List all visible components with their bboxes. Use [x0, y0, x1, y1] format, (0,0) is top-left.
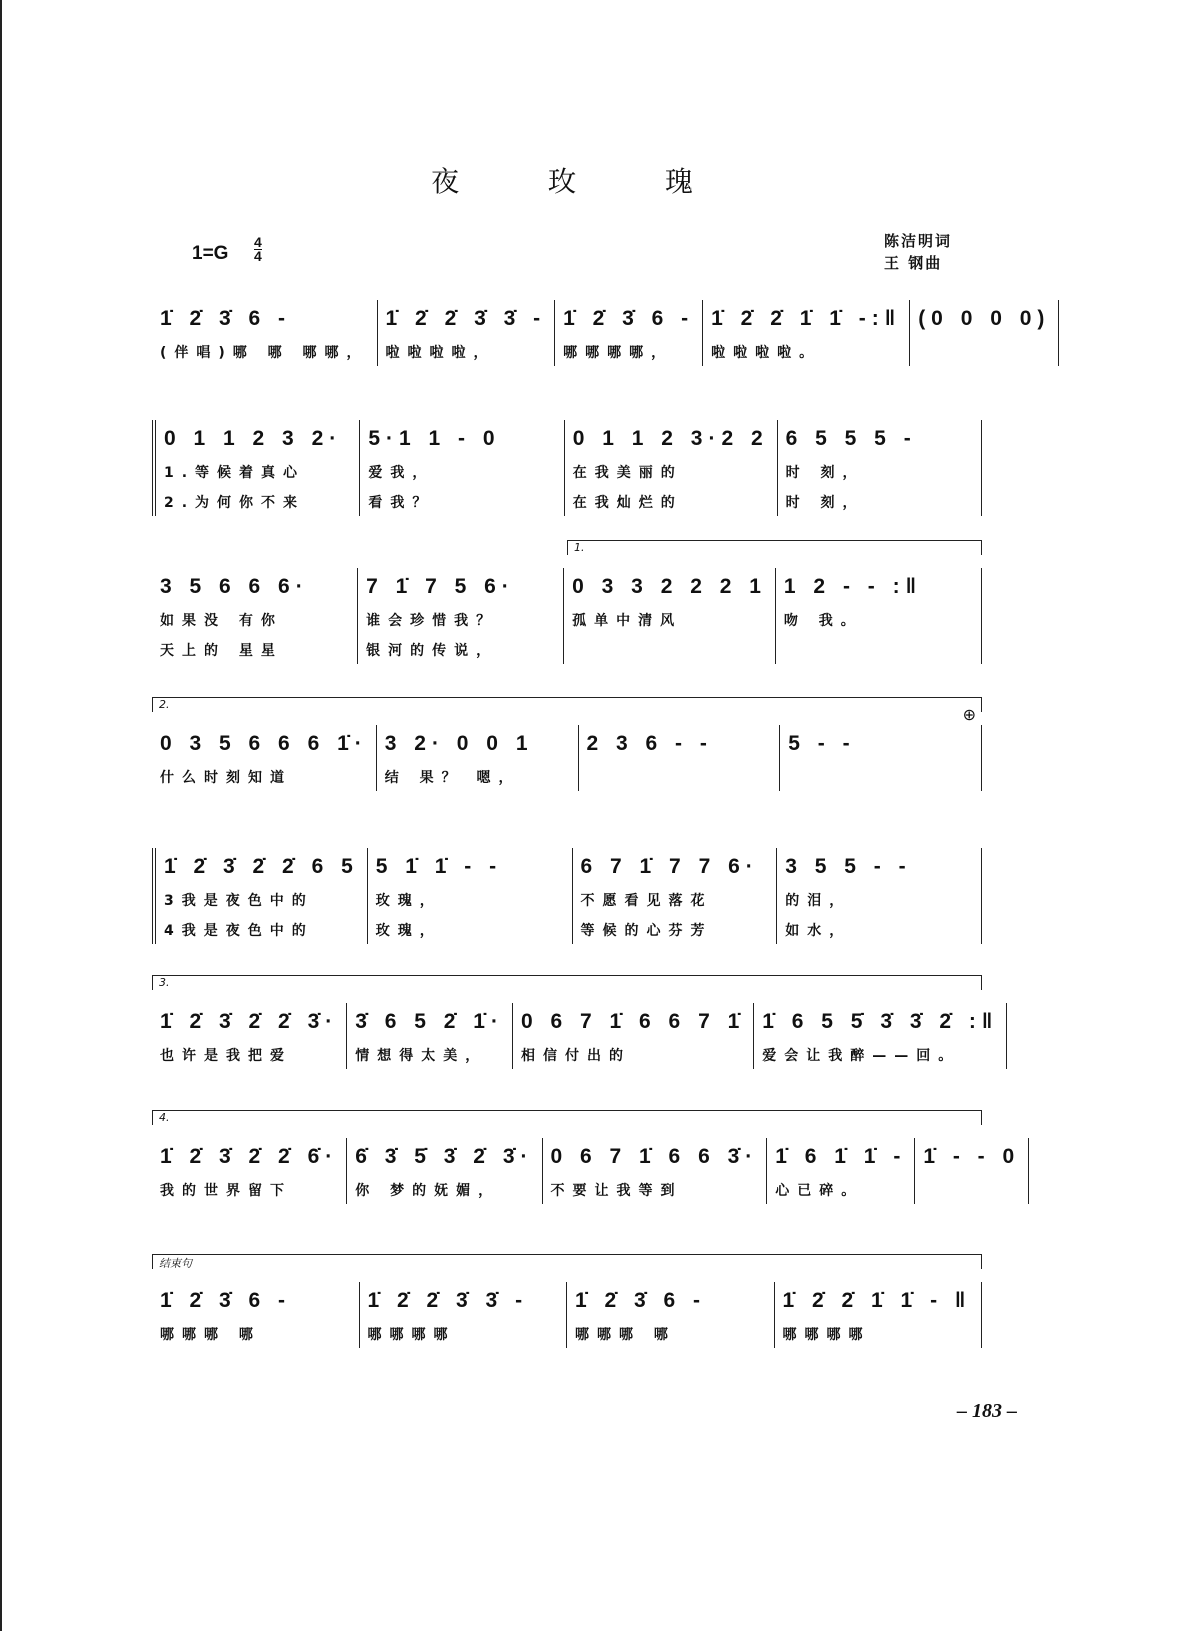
measure-notes: 1̇ 2̇ 3̇ 6 - [563, 307, 695, 330]
measure-notes: 0 1 1 2 3·2 2 [572, 427, 769, 450]
lyric-line: 啦啦啦啦。 [711, 345, 822, 361]
lyric-line: 如水， [785, 923, 852, 939]
measure-notes: 0 1 1 2 3 2· [164, 427, 343, 450]
volta-bracket: 3. [152, 975, 982, 990]
song-title: 夜 玫 瑰 [431, 165, 733, 198]
lyric-line [587, 765, 772, 791]
lyric-line [918, 340, 1050, 366]
measure [152, 1003, 347, 1069]
lyric-line: 玫瑰， [375, 893, 442, 909]
time-signature [254, 236, 262, 263]
measure [703, 300, 910, 366]
lyric-line: 3我是夜色中的 [164, 893, 314, 909]
measure [152, 848, 368, 944]
lyric-line: 相信付出的 [520, 1048, 631, 1064]
measure [767, 1138, 915, 1204]
lyric-line: 如果没 有你 [160, 613, 283, 629]
measure [360, 1282, 568, 1348]
measure-notes: 1̇ 6 1̇ 1̇ - [775, 1145, 907, 1168]
volta-bracket: 结束句 [152, 1254, 982, 1269]
measure-group [152, 725, 982, 791]
measure [368, 848, 573, 944]
lyric-line: 时 刻， [785, 495, 865, 511]
lyric-line: 看我？ [368, 495, 435, 511]
measure-notes: 3 2· 0 0 1 [384, 732, 534, 755]
volta-bracket: 4. [152, 1110, 982, 1125]
lyric-line: 哪哪哪 哪 [160, 1327, 261, 1343]
measure-notes: 6 5 5 5 - [785, 427, 917, 450]
measure-notes: 1̇ 2̇ 3̇ 6 - [160, 1289, 292, 1312]
measure-notes: 1̇ 6 5 5̇ 3̇ 3̇ 2̇ :‖ [762, 1010, 999, 1033]
measure [152, 725, 377, 791]
measure-notes: 1̇ 2̇ 2̇ 3̇ 3̇ - [367, 1289, 529, 1312]
lyric-line: 爱我， [368, 465, 435, 481]
score-line [152, 300, 1051, 410]
measure-notes: 7 1̇ 7 5 6· [366, 575, 515, 598]
measure [152, 300, 378, 366]
measure [565, 420, 778, 516]
lyric-line: 心已碎。 [775, 1183, 864, 1199]
lyric-line: 在我美丽的 [572, 465, 683, 481]
measure-notes: 5·1 1 - 0 [368, 427, 501, 450]
coda-sign-icon: ⊕ [962, 705, 976, 724]
measure-notes: 0 6 7 1̇ 6 6 7 1̇ [520, 1010, 746, 1033]
measure-group [152, 300, 1051, 366]
measure [775, 1282, 983, 1348]
lyric-line: 1.等候着真心 [164, 465, 306, 481]
time-sig-top: 4 [254, 234, 262, 250]
lyric-line: 我的世界留下 [160, 1183, 292, 1199]
measure-group [152, 848, 982, 944]
page-number: – 183 – [957, 1400, 1017, 1422]
measure [543, 1138, 768, 1204]
measure-notes: 0 6 7 1̇ 6 6 3̇· [550, 1145, 759, 1168]
measure-notes: 1̇ 2̇ 3̇ 6 - [575, 1289, 707, 1312]
score-line [152, 541, 982, 678]
measure [152, 1138, 347, 1204]
measure [780, 725, 982, 791]
measure [910, 300, 1059, 366]
measure [152, 1282, 360, 1348]
measure-group [152, 568, 982, 664]
lyric-line: 你 梦的妩媚， [355, 1183, 501, 1199]
score-line [152, 698, 982, 835]
measure [513, 1003, 754, 1069]
lyric-line: 不愿看见落花 [580, 893, 713, 909]
lyric-line: 爱会让我醉——回。 [762, 1048, 961, 1064]
measure-group [152, 1003, 999, 1069]
measure [347, 1003, 513, 1069]
lyric-line: 等候的心芬芳 [580, 923, 713, 939]
score-line [152, 976, 999, 1113]
measure-notes: 1̇ 2̇ 3̇ 2̇ 2̇ 3̇· [160, 1010, 339, 1033]
lyric-line: 啦啦啦啦， [385, 345, 496, 361]
measure [776, 568, 982, 664]
measure [567, 1282, 775, 1348]
lyric-line [572, 638, 767, 664]
measure [377, 725, 579, 791]
lyric-line: (伴唱)哪 哪 哪哪， [160, 345, 369, 361]
key-signature: 1=G [192, 243, 229, 264]
measure [754, 1003, 1007, 1069]
lyric-line: 在我灿烂的 [572, 495, 683, 511]
lyric-line: 什么时刻知道 [160, 770, 292, 786]
measure-group [152, 1282, 982, 1348]
measure-notes: 6 7 1̇ 7 7 6· [580, 855, 759, 878]
measure-notes: 1̇ 2̇ 2̇ 1̇ 1̇ -:‖ [711, 307, 902, 330]
measure [778, 420, 982, 516]
measure-notes: 1̇ - - 0 [923, 1145, 1021, 1168]
measure-notes: 1̇ 2̇ 2̇ 1̇ 1̇ - ‖ [782, 1289, 972, 1312]
lyric-line: 4我是夜色中的 [164, 923, 314, 939]
measure-notes: 5 1̇ 1̇ - - [375, 855, 503, 878]
lyric-line [784, 638, 973, 664]
composer-credit: 王 钢曲 [884, 254, 943, 272]
measure-notes: 1̇ 2̇ 3̇ 2̇ 2̇ 6 5 [164, 855, 359, 878]
lyric-line: 结 果？ 嗯， [384, 770, 521, 786]
score-line [152, 848, 982, 958]
measure [564, 568, 776, 664]
volta-bracket: 2. [152, 697, 982, 712]
measure-notes: (0 0 0 0) [918, 307, 1051, 330]
lyric-line: 谁会珍惜我？ [366, 613, 499, 629]
lyric-line: 哪哪哪哪， [563, 345, 674, 361]
lyric-line: 哪哪哪 哪 [575, 1327, 676, 1343]
lyric-line: 不要让我等到 [550, 1183, 683, 1199]
time-sig-bottom: 4 [254, 248, 262, 264]
measure-notes: 1 2 - - :‖ [783, 575, 923, 598]
measure [573, 848, 778, 944]
measure [579, 725, 781, 791]
measure [360, 420, 564, 516]
measure [358, 568, 564, 664]
lyric-line: 也许是我把爱 [160, 1048, 292, 1064]
lyric-line: 哪哪哪哪 [782, 1327, 871, 1343]
lyric-line: 情想得太美， [355, 1048, 488, 1064]
volta-bracket: 1. [567, 540, 982, 555]
measure [378, 300, 556, 366]
score-line [152, 1257, 982, 1392]
measure-notes: 3 5 6 6 6· [160, 575, 309, 598]
measure-notes: 1̇ 2̇ 2̇ 3̇ 3̇ - [385, 307, 547, 330]
lyric-line: 2.为何你不来 [164, 495, 306, 511]
measure-notes: 0 3 5 6 6 6 1̇· [160, 732, 368, 755]
lyric-line: 时 刻， [785, 465, 865, 481]
measure [555, 300, 703, 366]
lyric-line: 的泪， [785, 893, 852, 909]
measure-notes: 2 3 6 - - [586, 732, 713, 755]
measure-group [152, 420, 982, 516]
measure-notes: 5 - - [788, 732, 856, 755]
lyric-line: 哪哪哪哪 [367, 1327, 456, 1343]
measure-notes: 6̇ 3̇ 5̇ 3̇ 2̇ 3̇· [355, 1145, 534, 1168]
measure [347, 1138, 542, 1204]
lyric-line: 天上的 星星 [160, 643, 283, 659]
measure [152, 420, 360, 516]
lyric-line: 孤单中清风 [572, 613, 683, 629]
measure [915, 1138, 1029, 1204]
lyric-line: 玫瑰， [375, 923, 442, 939]
measure-notes: 3̇ 6 5 2̇ 1̇· [355, 1010, 504, 1033]
measure [777, 848, 982, 944]
lyricist-credit: 陈洁明词 [884, 232, 953, 250]
measure-group [152, 1138, 1021, 1204]
score-line [152, 1111, 1021, 1248]
measure-notes: 0 3 3 2 2 2 1 [572, 575, 767, 598]
lyric-line [923, 1178, 1020, 1204]
measure-notes: 3 5 5 - - [785, 855, 912, 878]
lyric-line: 吻 我。 [783, 613, 863, 629]
measure [152, 568, 358, 664]
lyric-line: 银河的传说， [366, 643, 499, 659]
measure-notes: 1̇ 2̇ 3̇ 6 - [160, 307, 292, 330]
score-line [152, 420, 982, 530]
lyric-line [788, 765, 973, 791]
measure-notes: 1̇ 2̇ 3̇ 2̇ 2̇ 6̇· [160, 1145, 339, 1168]
